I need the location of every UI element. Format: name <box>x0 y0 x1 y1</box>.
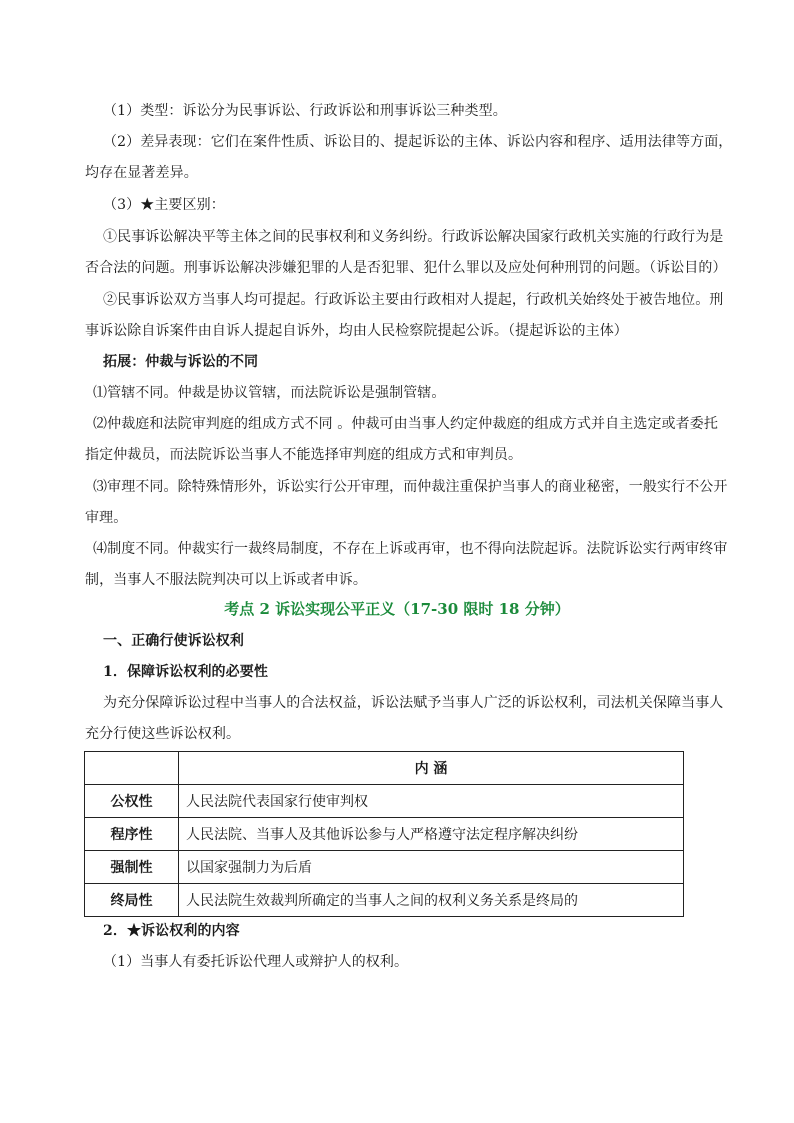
extension-item-2-line1: ⑵仲裁庭和法院审判庭的组成方式不同 。仲裁可由当事人约定仲裁庭的组成方式并自主选定或者委托 <box>93 416 718 432</box>
table-row-value: 以国家强制力为后盾 <box>179 851 684 884</box>
table-header-content: 内 涵 <box>179 752 684 785</box>
table-row <box>85 818 684 851</box>
difference-item-2-line1: ②民事诉讼双方当事人均可提起。行政诉讼主要由行政相对人提起，行政机关始终处于被告地位。刑 <box>103 292 724 308</box>
table-row <box>85 851 684 884</box>
necessity-paragraph-line1: 为充分保障诉讼过程中当事人的合法权益，诉讼法赋予当事人广泛的诉讼权利，司法机关保障当事人 <box>103 695 724 711</box>
table-row-key: 终局性 <box>85 884 179 917</box>
necessity-paragraph-line2: 充分行使这些诉讼权利。 <box>85 726 241 742</box>
table-row-key: 强制性 <box>85 851 179 884</box>
table-row <box>85 884 684 917</box>
extension-item-3-line1: ⑶审理不同。除特殊情形外，诉讼实行公开审理，而仲裁注重保护当事人的商业秘密，一般实行不公开 <box>93 479 728 495</box>
table-row-key: 公权性 <box>85 785 179 818</box>
extension-item-4-line2: 制，当事人不服法院判决可以上诉或者申诉。 <box>85 572 367 588</box>
extension-item-1: ⑴管辖不同。仲裁是协议管辖，而法院诉讼是强制管辖。 <box>93 385 446 401</box>
table-row-value: 人民法院生效裁判所确定的当事人之间的权利义务关系是终局的 <box>179 884 684 917</box>
type-paragraph: （1）类型：诉讼分为民事诉讼、行政诉讼和刑事诉讼三种类型。 <box>103 103 507 119</box>
table-row <box>85 785 684 818</box>
table-row-key: 程序性 <box>85 818 179 851</box>
litigation-attributes-table <box>84 751 684 917</box>
difference-item-2-line2: 事诉讼除自诉案件由自诉人提起自诉外，均由人民检察院提起公诉。（提起诉讼的主体） <box>85 323 628 339</box>
subsection-title: 一、正确行使诉讼权利 <box>103 633 244 649</box>
table-row-value: 人民法院代表国家行使审判权 <box>179 785 684 818</box>
rights-item-1: （1）当事人有委托诉讼代理人或辩护人的权利。 <box>103 954 409 970</box>
difference-item-1-line1: ①民事诉讼解决平等主体之间的民事权利和义务纠纷。行政诉讼解决国家行政机关实施的行政行为是 <box>103 229 724 245</box>
table-header-left <box>85 752 179 785</box>
difference-item-1-line2: 否合法的问题。刑事诉讼解决涉嫌犯罪的人是否犯罪、犯什么罪以及应处何种刑罚的问题。（诉讼目的） <box>85 260 727 276</box>
difference-paragraph-line1: （2）差异表现：它们在案件性质、诉讼目的、提起诉讼的主体、诉讼内容和程序、适用法律等方面， <box>103 134 733 150</box>
extension-item-3-line2: 审理。 <box>85 510 128 526</box>
extension-title: 拓展：仲裁与诉讼的不同 <box>103 354 259 370</box>
extension-item-4-line1: ⑷制度不同。仲裁实行一裁终局制度，不存在上诉或再审，也不得向法院起诉。法院诉讼实行两审终审 <box>93 541 728 557</box>
main-difference-label: （3）★主要区别： <box>103 197 225 213</box>
table-row-value: 人民法院、当事人及其他诉讼参与人严格遵守法定程序解决纠纷 <box>179 818 684 851</box>
difference-paragraph-line2: 均存在显著差异。 <box>85 165 198 181</box>
table-header-row <box>85 752 684 785</box>
section-heading: 考点 2 诉讼实现公平正义（17-30 限时 18 分钟） <box>224 600 570 618</box>
extension-item-2-line2: 指定仲裁员，而法院诉讼当事人不能选择审判庭的组成方式和审判员。 <box>85 447 523 463</box>
subsection-1-title: 1．保障诉讼权利的必要性 <box>103 664 268 680</box>
rights-content-title: 2．★诉讼权利的内容 <box>103 923 240 939</box>
